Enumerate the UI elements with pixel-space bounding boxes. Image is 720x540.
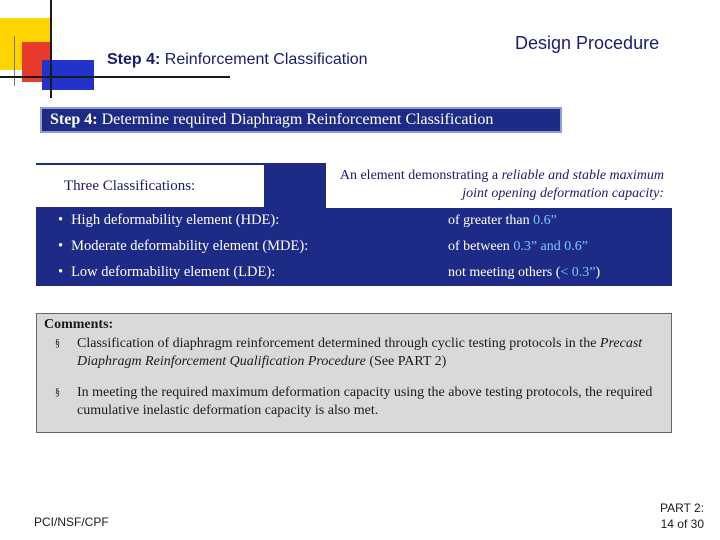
bullet: • — [58, 238, 64, 254]
classification-row-mde — [58, 238, 308, 255]
criterion-suffix: ) — [595, 265, 601, 280]
criterion-hde — [448, 213, 557, 229]
criterion-value: 0.6” — [533, 213, 557, 228]
classification-label: High deformability element (HDE): — [71, 212, 280, 228]
footer-page-number: 14 of 30 — [660, 517, 704, 531]
criterion-value: 0.3” and 0.6” — [513, 239, 588, 254]
bullet: • — [58, 264, 64, 280]
classification-label: Low deformability element (LDE): — [71, 264, 276, 280]
criteria-heading — [326, 163, 672, 208]
criterion-lde — [448, 265, 600, 281]
comments-title: Comments: — [44, 317, 114, 332]
criterion-mde — [448, 239, 588, 255]
criterion-text: of greater than — [448, 213, 530, 228]
criterion-value: < 0.3” — [560, 265, 596, 280]
criterion-text: not meeting others ( — [448, 265, 561, 280]
footer-page — [640, 500, 704, 532]
logo-thin-line — [14, 36, 15, 86]
logo-vertical-line — [50, 0, 52, 98]
classification-row-lde — [58, 264, 275, 281]
section-mark-icon: § — [55, 387, 60, 398]
comment-item-1 — [55, 335, 657, 371]
comment-reference: (See PART 2) — [369, 354, 447, 369]
classifications-heading: Three Classifications: — [36, 165, 264, 207]
comment-text: In meeting the required maximum deformation capacity using the above testing protocols, the required cumulative inelastic deformation capacity is also met. — [77, 385, 653, 418]
comments-box — [36, 313, 672, 433]
comment-emphasis: Precast Diaphragm Reinforcement Qualification Procedure — [77, 336, 643, 369]
logo-horizontal-line — [0, 76, 230, 78]
classification-row-hde — [58, 212, 279, 229]
footer-org: PCI/NSF/CPF — [34, 515, 109, 529]
banner-text: Determine required Diaphragm Reinforcement Classification — [101, 111, 494, 128]
criterion-text: of between — [448, 239, 510, 254]
bullet: • — [58, 212, 64, 228]
step-prefix: Step 4: — [107, 51, 161, 68]
banner-prefix: Step 4: — [50, 111, 98, 128]
criteria-heading-emphasis: reliable and stable maximum joint opening deformation capacity: — [462, 168, 664, 201]
page-subtitle — [107, 51, 368, 69]
classification-label: Moderate deformability element (MDE): — [71, 238, 309, 254]
step-banner — [40, 107, 562, 133]
comment-text: Classification of diaphragm reinforcement determined through cyclic testing protocols in the — [77, 336, 597, 351]
step-name: Reinforcement Classification — [164, 51, 368, 68]
footer-part: PART 2: — [659, 501, 704, 515]
comment-item-2 — [55, 384, 657, 420]
section-title: Design Procedure — [515, 33, 660, 53]
criteria-heading-text: An element demonstrating a — [339, 168, 499, 183]
section-mark-icon: § — [55, 338, 60, 349]
